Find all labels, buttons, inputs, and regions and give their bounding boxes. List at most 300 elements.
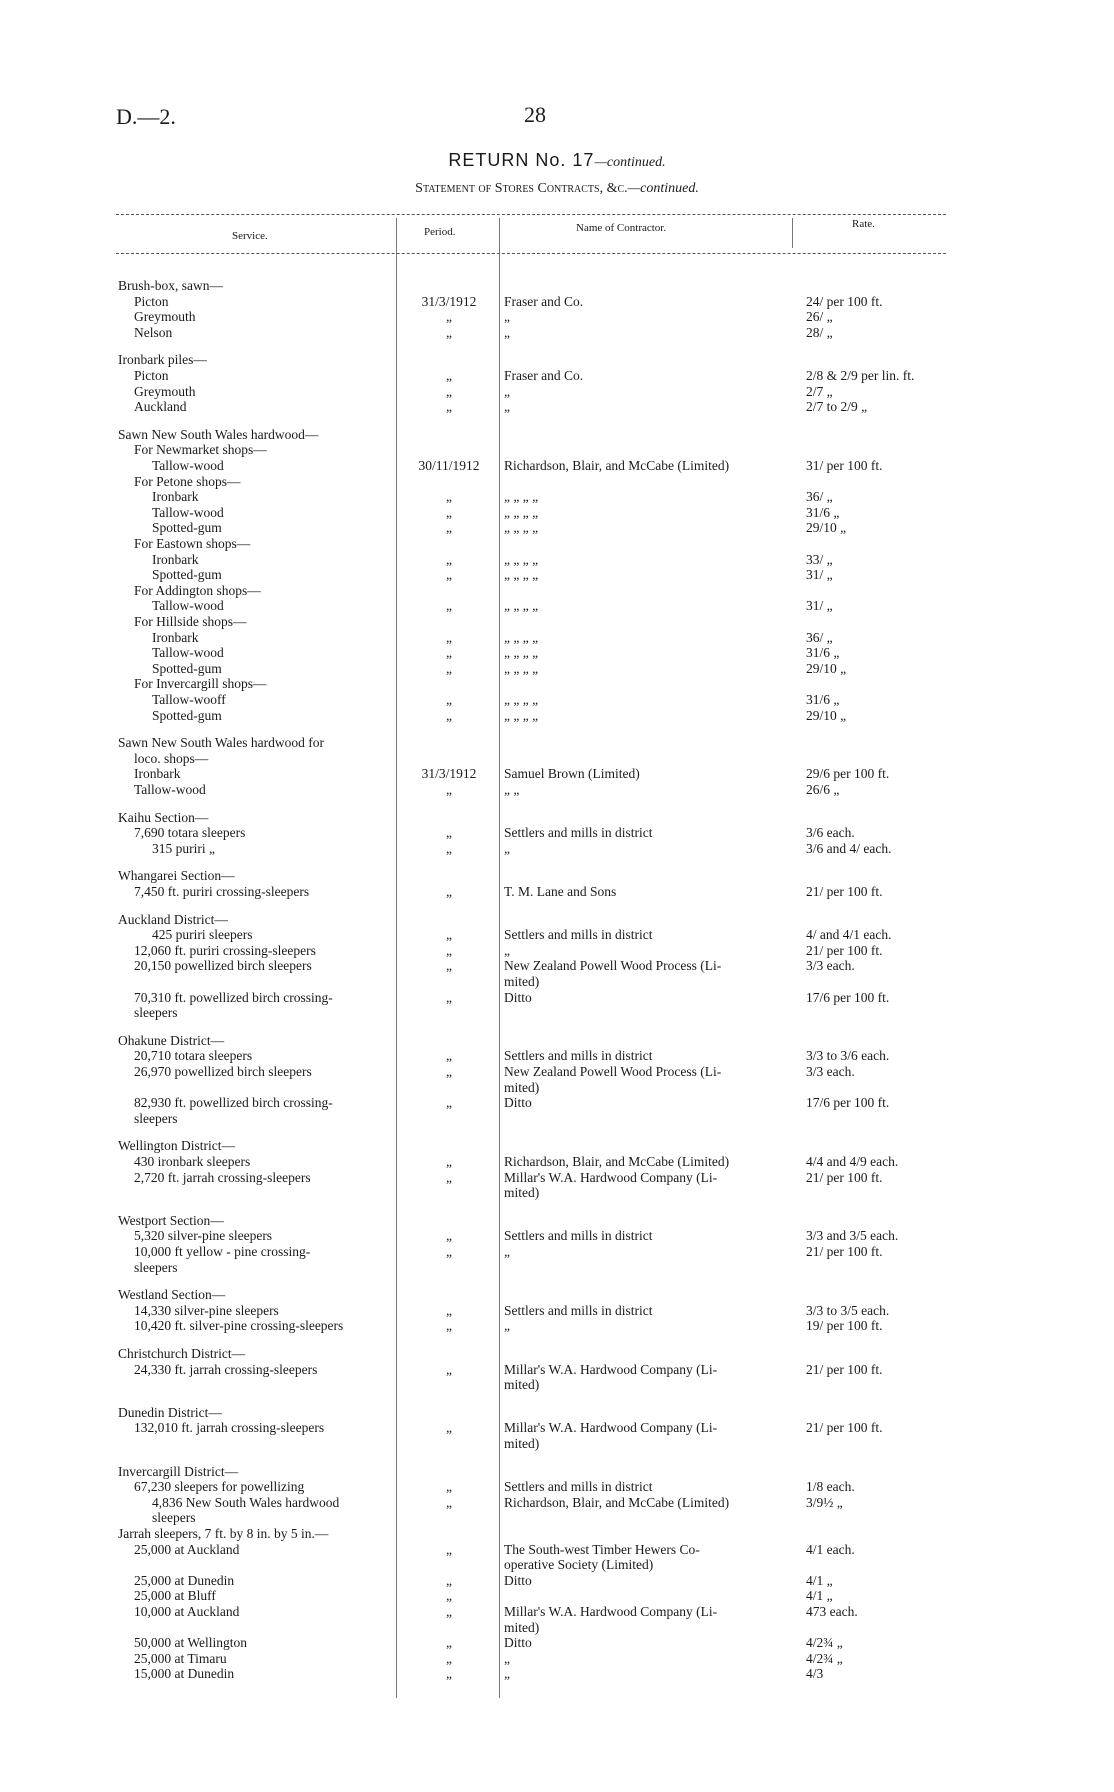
service-cell: 24,330 ft. jarrah crossing-sleepers	[134, 1361, 318, 1377]
rate-cell: 29/6 per 100 ft.	[806, 766, 890, 782]
rate-cell: 21/ per 100 ft.	[806, 1361, 883, 1377]
table-row	[0, 692, 1114, 708]
service-cell: Auckland	[134, 399, 187, 415]
table-row	[0, 766, 1114, 782]
service-cell: For Invercargill shops—	[134, 676, 267, 692]
service-cell: 82,930 ft. powellized birch crossing-	[134, 1095, 333, 1111]
period-cell: „	[446, 1064, 452, 1079]
period-cell: „	[446, 368, 452, 383]
service-cell: sleepers	[134, 1259, 178, 1275]
service-cell: Ironbark	[134, 766, 181, 782]
table-row	[0, 1362, 1114, 1378]
table-row	[0, 1005, 1114, 1021]
rate-cell: 29/10 „	[806, 660, 847, 676]
contractor-cell: Samuel Brown (Limited)	[504, 766, 640, 782]
table-row	[0, 1635, 1114, 1651]
contractor-cell: Ditto	[504, 1635, 532, 1651]
column-header-rate: Rate.	[852, 218, 875, 230]
subtitle-main: Statement of Stores Contracts, &c.	[415, 181, 628, 196]
contractor-cell: „ „ „ „	[504, 629, 539, 645]
rate-cell: 4/4 and 4/9 each.	[806, 1154, 899, 1169]
period-cell: 31/3/1912	[421, 766, 477, 782]
contractor-cell: Settlers and mills in district	[504, 1048, 653, 1064]
rate-cell: 4/2¾ „	[806, 1635, 843, 1651]
service-cell: 12,060 ft. puriri crossing-sleepers	[134, 942, 316, 958]
period-cell: „	[446, 489, 452, 505]
rate-cell: 3/3 and 3/5 each.	[806, 1228, 899, 1244]
service-cell: Invercargill District—	[118, 1463, 239, 1479]
table-row	[0, 1436, 1114, 1452]
period-cell: „	[446, 1302, 452, 1318]
period-cell: „	[446, 1095, 452, 1111]
rate-cell: 21/ per 100 ft.	[806, 942, 883, 958]
period-cell: „	[446, 660, 452, 676]
column-header-period: Period.	[424, 226, 456, 238]
period-cell: „	[446, 782, 452, 797]
contractor-cell: Settlers and mills in district	[504, 1479, 653, 1495]
table-row	[0, 325, 1114, 341]
table-row	[0, 912, 1114, 928]
contractor-cell: Millar's W.A. Hardwood Company (Li-	[504, 1361, 718, 1377]
contractor-cell: T. M. Lane and Sons	[504, 884, 617, 899]
period-cell: „	[446, 383, 452, 399]
service-cell: Spotted-gum	[152, 567, 222, 583]
table-row	[0, 751, 1114, 767]
contractor-cell: mited)	[504, 974, 540, 989]
contractor-cell: Ditto	[504, 1095, 532, 1111]
contractor-cell: The South-west Timber Hewers Co-	[504, 1541, 700, 1557]
rate-cell: 4/2¾ „	[806, 1650, 843, 1666]
table-row	[0, 990, 1114, 1006]
contractor-cell: Richardson, Blair, and McCabe (Limited)	[504, 1154, 730, 1169]
period-cell: „	[446, 1228, 452, 1244]
period-cell: „	[446, 1169, 452, 1185]
period-cell: „	[446, 1604, 452, 1619]
table-row	[0, 1170, 1114, 1186]
period-cell: „	[446, 1588, 452, 1604]
period-cell: „	[446, 645, 452, 661]
contractor-cell: operative Society (Limited)	[504, 1557, 654, 1573]
service-cell: 25,000 at Auckland	[134, 1541, 240, 1557]
rate-cell: 31/6 „	[806, 645, 840, 661]
table-row	[0, 661, 1114, 677]
table-row	[0, 352, 1114, 368]
table-row	[0, 974, 1114, 990]
rate-cell: 3/6 each.	[806, 825, 855, 841]
rate-cell: 3/6 and 4/ each.	[806, 840, 892, 856]
service-cell: 132,010 ft. jarrah crossing-sleepers	[134, 1420, 325, 1436]
table-row	[0, 884, 1114, 900]
contractor-cell: Richardson, Blair, and McCabe (Limited)	[504, 1494, 730, 1510]
table-row	[0, 536, 1114, 552]
table-row	[0, 489, 1114, 505]
table-row	[0, 1557, 1114, 1573]
table-row	[0, 505, 1114, 521]
service-cell: Brush-box, sawn—	[118, 278, 223, 293]
service-cell: Westland Section—	[118, 1287, 226, 1303]
service-cell: Christchurch District—	[118, 1346, 246, 1361]
period-cell: „	[446, 1541, 452, 1557]
header-bottom-rule	[116, 253, 946, 254]
contractor-cell: Settlers and mills in district	[504, 927, 653, 943]
period-cell: „	[446, 567, 452, 583]
service-cell: Tallow-wood	[152, 504, 224, 520]
service-cell: For Newmarket shops—	[134, 442, 267, 458]
table-row	[0, 1033, 1114, 1049]
table-row	[0, 1479, 1114, 1495]
service-cell: Wellington District—	[118, 1138, 236, 1154]
contractor-cell: „ „ „ „	[504, 660, 539, 676]
contractor-cell: mited)	[504, 1436, 540, 1451]
contractor-cell: „ „ „ „	[504, 520, 539, 536]
rate-cell: 2/7 to 2/9 „	[806, 399, 868, 415]
rate-cell: 3/9½ „	[806, 1494, 843, 1510]
service-cell: 25,000 at Bluff	[134, 1588, 216, 1604]
table-row	[0, 368, 1114, 384]
rate-cell: 26/ „	[806, 309, 833, 325]
contractor-cell: „ „ „ „	[504, 551, 539, 567]
document-reference: D.—2.	[116, 104, 176, 129]
period-cell: 30/11/1912	[418, 458, 480, 473]
rate-cell: 2/7 „	[806, 383, 833, 399]
service-cell: loco. shops—	[134, 750, 209, 766]
period-cell: „	[446, 825, 452, 841]
service-cell: For Petone shops—	[134, 473, 241, 489]
service-cell: sleepers	[134, 1110, 178, 1126]
table-row	[0, 1080, 1114, 1096]
service-cell: Jarrah sleepers, 7 ft. by 8 in. by 5 in.—	[118, 1526, 329, 1541]
service-cell: 10,000 ft yellow - pine crossing-	[134, 1244, 311, 1259]
table-row	[0, 1228, 1114, 1244]
contractor-cell: New Zealand Powell Wood Process (Li-	[504, 958, 722, 974]
rate-cell: 1/8 each.	[806, 1479, 855, 1495]
table-row	[0, 1303, 1114, 1319]
service-cell: Tallow-wood	[152, 598, 224, 614]
table-row	[0, 825, 1114, 841]
service-cell: 5,320 silver-pine sleepers	[134, 1228, 273, 1244]
table-row	[0, 1620, 1114, 1636]
contractor-cell: Millar's W.A. Hardwood Company (Li-	[504, 1604, 718, 1619]
contractor-cell: „ „	[504, 782, 520, 797]
contractor-cell: „	[504, 840, 510, 856]
period-cell: „	[446, 1318, 452, 1334]
period-cell: „	[446, 551, 452, 567]
service-cell: 14,330 silver-pine sleepers	[134, 1302, 279, 1318]
contractor-cell: Settlers and mills in district	[504, 825, 653, 841]
title-main: RETURN No. 17	[448, 150, 595, 170]
rate-cell: 29/10 „	[806, 707, 847, 723]
table-row	[0, 294, 1114, 310]
rate-cell: 26/6 „	[806, 782, 840, 797]
period-cell: „	[446, 1154, 452, 1169]
table-row	[0, 1138, 1114, 1154]
table-row	[0, 1111, 1114, 1127]
service-cell: Spotted-gum	[152, 707, 222, 723]
subtitle-suffix: —continued.	[627, 181, 699, 196]
contractor-cell: „ „ „ „	[504, 692, 539, 707]
period-cell: 31/3/1912	[421, 293, 477, 309]
table-row	[0, 735, 1114, 751]
service-cell: sleepers	[134, 1005, 178, 1021]
table-row	[0, 1095, 1114, 1111]
period-cell: „	[446, 1244, 452, 1259]
service-cell: 315 puriri „	[152, 840, 215, 856]
rate-cell: 19/ per 100 ft.	[806, 1318, 883, 1334]
rate-cell: 36/ „	[806, 629, 833, 645]
page-subtitle	[0, 181, 1114, 197]
rate-cell: 21/ per 100 ft.	[806, 884, 883, 899]
service-cell: 10,000 at Auckland	[134, 1604, 240, 1619]
table-row	[0, 1651, 1114, 1667]
contractor-cell: mited)	[504, 1377, 540, 1393]
rate-cell: 4/3	[806, 1666, 824, 1682]
period-cell: „	[446, 504, 452, 520]
rate-cell: 31/ „	[806, 598, 833, 614]
contractor-cell: „	[504, 1666, 510, 1682]
table-row	[0, 1287, 1114, 1303]
contractor-cell: Ditto	[504, 1572, 532, 1588]
service-cell: Sawn New South Wales hardwood for	[118, 735, 325, 751]
table-row	[0, 943, 1114, 959]
rate-cell: 29/10 „	[806, 520, 847, 536]
period-cell: „	[446, 927, 452, 943]
contractor-cell: „	[504, 1650, 510, 1666]
table-row	[0, 1346, 1114, 1362]
table-row	[0, 1604, 1114, 1620]
table-row	[0, 1377, 1114, 1393]
period-cell: „	[446, 520, 452, 536]
period-cell: „	[446, 1361, 452, 1377]
table-row	[0, 552, 1114, 568]
table-row	[0, 1064, 1114, 1080]
service-cell: Whangarei Section—	[118, 868, 235, 884]
table-row	[0, 1405, 1114, 1421]
rate-cell: 31/ „	[806, 567, 833, 583]
service-cell: Ironbark piles—	[118, 352, 207, 368]
period-cell: „	[446, 989, 452, 1005]
period-cell: „	[446, 840, 452, 856]
table-row	[0, 645, 1114, 661]
contractor-cell: „	[504, 399, 510, 415]
service-cell: Tallow-wood	[134, 782, 206, 797]
period-cell: „	[446, 1420, 452, 1436]
table-row	[0, 1185, 1114, 1201]
rate-cell: 21/ per 100 ft.	[806, 1169, 883, 1185]
contractor-cell: „ „ „ „	[504, 707, 539, 723]
rate-cell: 3/3 each.	[806, 1064, 855, 1079]
period-cell: „	[446, 884, 452, 899]
service-cell: Tallow-wood	[152, 645, 224, 661]
period-cell: „	[446, 324, 452, 340]
service-cell: 50,000 at Wellington	[134, 1635, 248, 1651]
service-cell: For Eastown shops—	[134, 536, 251, 551]
service-cell: Ohakune District—	[118, 1032, 225, 1048]
rate-cell: 31/6 „	[806, 692, 840, 707]
table-row	[0, 458, 1114, 474]
period-cell: „	[446, 1650, 452, 1666]
table-row	[0, 442, 1114, 458]
table-row	[0, 1318, 1114, 1334]
contractor-cell: „	[504, 383, 510, 399]
service-cell: 20,710 totara sleepers	[134, 1048, 253, 1064]
period-cell: „	[446, 1635, 452, 1651]
service-cell: 4,836 New South Wales hardwood	[152, 1494, 340, 1510]
service-cell: 2,720 ft. jarrah crossing-sleepers	[134, 1169, 311, 1185]
period-cell: „	[446, 1572, 452, 1588]
table-row	[0, 567, 1114, 583]
rate-cell: 21/ per 100 ft.	[806, 1420, 883, 1436]
service-cell: 26,970 powellized birch sleepers	[134, 1064, 312, 1079]
service-cell: Ironbark	[152, 489, 199, 505]
table-row	[0, 868, 1114, 884]
contractor-cell: New Zealand Powell Wood Process (Li-	[504, 1064, 722, 1079]
table-row	[0, 1213, 1114, 1229]
table-row	[0, 1666, 1114, 1682]
rate-cell: 36/ „	[806, 489, 833, 505]
page-title	[0, 150, 1114, 171]
service-cell: 425 puriri sleepers	[152, 927, 253, 943]
rate-cell: 2/8 & 2/9 per lin. ft.	[806, 368, 915, 383]
table-row	[0, 810, 1114, 826]
table-row	[0, 598, 1114, 614]
period-cell: „	[446, 1666, 452, 1682]
table-row	[0, 399, 1114, 415]
service-cell: 25,000 at Timaru	[134, 1650, 227, 1666]
rate-cell: 33/ „	[806, 551, 833, 567]
title-suffix: —continued.	[594, 155, 666, 170]
rate-cell: 3/3 to 3/5 each.	[806, 1302, 890, 1318]
contractor-cell: „	[504, 309, 510, 325]
service-cell: Tallow-wood	[152, 458, 224, 473]
rate-cell: 24/ per 100 ft.	[806, 293, 883, 309]
table-row	[0, 708, 1114, 724]
column-divider-contractor	[792, 218, 793, 248]
contractor-cell: Settlers and mills in district	[504, 1302, 653, 1318]
table-row	[0, 1573, 1114, 1589]
table-row	[0, 1495, 1114, 1511]
service-cell: Nelson	[134, 324, 173, 340]
table-row	[0, 384, 1114, 400]
period-cell: „	[446, 958, 452, 974]
contractor-cell: „	[504, 324, 510, 340]
service-cell: 67,230 sleepers for powellizing	[134, 1479, 305, 1495]
column-header-contractor: Name of Contractor.	[576, 222, 667, 234]
service-cell: 70,310 ft. powellized birch crossing-	[134, 989, 333, 1005]
service-cell: 7,690 totara sleepers	[134, 825, 246, 841]
table-row	[0, 309, 1114, 325]
rate-cell: 3/3 to 3/6 each.	[806, 1048, 890, 1064]
contractor-cell: Millar's W.A. Hardwood Company (Li-	[504, 1420, 718, 1436]
table-row	[0, 1526, 1114, 1542]
period-cell: „	[446, 399, 452, 415]
period-cell: „	[446, 942, 452, 958]
table-row	[0, 1420, 1114, 1436]
table-row	[0, 520, 1114, 536]
rate-cell: 17/6 per 100 ft.	[806, 1095, 890, 1111]
table-row	[0, 1154, 1114, 1170]
table-row	[0, 1542, 1114, 1558]
rate-cell: 3/3 each.	[806, 958, 855, 974]
table-row	[0, 583, 1114, 599]
service-cell: 10,420 ft. silver-pine crossing-sleepers	[134, 1318, 344, 1334]
rate-cell: 31/ per 100 ft.	[806, 458, 883, 473]
contractor-cell: Fraser and Co.	[504, 293, 584, 309]
rate-cell: 4/1 „	[806, 1572, 833, 1588]
service-cell: Greymouth	[134, 309, 196, 325]
contractor-cell: Millar's W.A. Hardwood Company (Li-	[504, 1169, 718, 1185]
service-cell: Tallow-wooff	[152, 692, 226, 707]
period-cell: „	[446, 629, 452, 645]
contractor-cell: Settlers and mills in district	[504, 1228, 653, 1244]
table-row	[0, 1510, 1114, 1526]
contractor-cell: mited)	[504, 1185, 540, 1201]
service-cell: 7,450 ft. puriri crossing-sleepers	[134, 884, 310, 899]
table-row	[0, 278, 1114, 294]
rate-cell: 21/ per 100 ft.	[806, 1244, 883, 1259]
rate-cell: 4/1 „	[806, 1588, 833, 1604]
table-row	[0, 782, 1114, 798]
contractor-cell: Ditto	[504, 989, 532, 1005]
rate-cell: 31/6 „	[806, 504, 840, 520]
service-cell: Kaihu Section—	[118, 809, 209, 825]
rate-cell: 473 each.	[806, 1604, 858, 1619]
table-row	[0, 676, 1114, 692]
contractor-cell: mited)	[504, 1619, 540, 1635]
table-top-rule	[116, 214, 946, 215]
table-row	[0, 1244, 1114, 1260]
service-cell: For Hillside shops—	[134, 614, 247, 629]
table-row	[0, 1464, 1114, 1480]
table-row	[0, 427, 1114, 443]
contractor-cell: „ „ „ „	[504, 489, 539, 505]
service-cell: 15,000 at Dunedin	[134, 1666, 235, 1682]
table-row	[0, 1260, 1114, 1276]
table-row	[0, 474, 1114, 490]
service-cell: For Addington shops—	[134, 582, 261, 598]
service-cell: Ironbark	[152, 551, 199, 567]
table-row	[0, 958, 1114, 974]
contractor-cell: „ „ „ „	[504, 645, 539, 661]
table-row	[0, 630, 1114, 646]
service-cell: 20,150 powellized birch sleepers	[134, 958, 312, 974]
service-cell: Greymouth	[134, 383, 196, 399]
contractor-cell: mited)	[504, 1079, 540, 1095]
service-cell: Sawn New South Wales hardwood—	[118, 426, 319, 442]
contractor-cell: „	[504, 1244, 510, 1259]
period-cell: „	[446, 707, 452, 723]
service-cell: 25,000 at Dunedin	[134, 1572, 235, 1588]
period-cell: „	[446, 598, 452, 614]
page-number: 28	[524, 102, 546, 127]
service-cell: Spotted-gum	[152, 520, 222, 536]
contractor-cell: Fraser and Co.	[504, 368, 584, 383]
rate-cell: 28/ „	[806, 324, 833, 340]
table-row	[0, 614, 1114, 630]
service-cell: Dunedin District—	[118, 1404, 222, 1420]
contractor-cell: „	[504, 1318, 510, 1334]
service-cell: Auckland District—	[118, 911, 228, 927]
period-cell: „	[446, 1048, 452, 1064]
rate-cell: 4/ and 4/1 each.	[806, 927, 892, 943]
service-cell: Spotted-gum	[152, 660, 222, 676]
contractor-cell: Richardson, Blair, and McCabe (Limited)	[504, 458, 730, 473]
period-cell: „	[446, 692, 452, 707]
contractor-cell: „	[504, 942, 510, 958]
rate-cell: 4/1 each.	[806, 1541, 855, 1557]
service-cell: Picton	[134, 368, 169, 383]
contractor-cell: „ „ „ „	[504, 598, 539, 614]
table-row	[0, 1588, 1114, 1604]
